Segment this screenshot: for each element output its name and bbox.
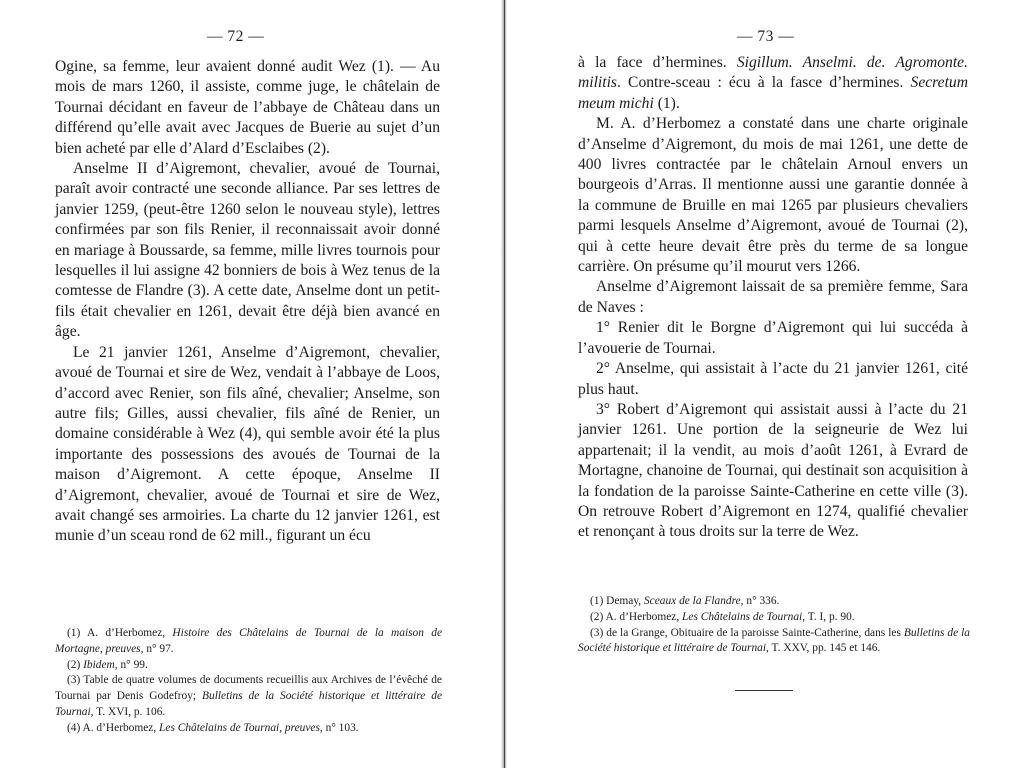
italic-text: Bulletins de la Société historique et littéraire de Tournai bbox=[578, 626, 970, 655]
list-item bbox=[578, 400, 968, 543]
footnote bbox=[578, 626, 970, 658]
paragraph bbox=[578, 277, 968, 318]
text-run: 3° Robert d’Aigremont qui assistait aussi à l’acte du 21 janvier 1261. Une portion de la seigneurie de Wez lui appartenait; il la vendit, au mois d’août 1261, à Evrard de Mortagne, chanoine de Tournai, qui destinait son acquisition à la fondation de la paroisse Sainte-Catherine en cette ville (3). On retrouve Robert d’Aigremont en 1274, qualifié chevalier et renonçant à tous droits sur la terre de Wez. bbox=[578, 400, 968, 541]
text-run: . Contre-sceau : écu à la fasce d’hermines. bbox=[617, 74, 911, 92]
list-item bbox=[578, 318, 968, 359]
page-number: — 73 — bbox=[737, 28, 795, 45]
text-run: (4) A. d’Herbomez, bbox=[67, 721, 160, 734]
italic-text: Ibidem bbox=[83, 658, 115, 671]
text-run: à la face d’hermines. bbox=[578, 54, 737, 71]
text-run: (1) A. d’Herbomez, bbox=[67, 627, 173, 639]
text-run: , n° 336. bbox=[740, 595, 780, 607]
text-run: , n° 103. bbox=[319, 721, 359, 734]
text-run: M. A. d’Herbomez a constaté dans une charte originale d’Anselme d’Aigremont, du mois de mai 1261, une dette de 400 livres contractée par le châtelain Arnoul envers un bourgeois d’Arras. Il mentionne aussi une garantie donnée à la commune de Bruille en mai 1265 par plusieurs chevaliers parmi lesquels Anselme d’Aigremont, avoué de Tournai (2), qui à cette heure devait être près du terme de sa longue carrière. On présume qu’il mourut vers 1266. bbox=[578, 115, 968, 276]
text-run: (2) bbox=[67, 658, 84, 671]
text-run: Le 21 janvier 1261, Anselme d’Aigremont, chevalier, avoué de Tournai et sire de Wez, vendait à l’abbaye de Loos, d’accord avec Renier, son fils aîné, chevalier; Anselme, son autre fils; Gilles, aussi chevalier, fils aîné de Renier, un domaine considérable à Wez (4), qui semble avoir été la plus importante des possessions des avoués de Tournai de la maison d’Aigremont. A cette époque, Anselme II d’Aigremont, chevalier, avoué de Tournai et sire de Wez, avait changé ses armoiries. La charte du 12 janvier 1261, est munie d’un sceau rond de 62 mill., figurant un écu bbox=[55, 343, 440, 545]
body-text bbox=[578, 53, 968, 543]
italic-text: Les Châtelains de Tournai, preuves bbox=[159, 721, 320, 734]
text-run: , T. I, p. 90. bbox=[802, 610, 855, 623]
footnote bbox=[578, 594, 970, 610]
book-gutter bbox=[501, 0, 507, 768]
italic-text: Sigillum. Anselmi. de. Agromonte. militis bbox=[578, 54, 968, 92]
footnote bbox=[55, 658, 442, 674]
text-run: (1) Demay, bbox=[590, 595, 644, 607]
text-run: (3) Table de quatre volumes de documents recueillis aux Archives de l’évêché de Tournai par Denis Godefroy; bbox=[55, 674, 442, 703]
italic-text: Histoire des Châtelains de Tournai de la maison de Mortagne, preuves bbox=[55, 627, 442, 655]
footnotes bbox=[55, 626, 442, 737]
text-run: Anselme II d’Aigremont, chevalier, avoué de Tournai, paraît avoir contracté une seconde alliance. Par ses lettres de janvier 1259, (peut-être 1260 selon le nouveau style), lettres confirmées par son fils Renier, il reconnaissait avoir donné en mariage à Boussarde, sa femme, mille livres tournois pour lesquelles il lui assigne 42 bonniers de bois à Wez tenus de la comtesse de Flandre (3). A cette date, Anselme dont un petit-fils était chevalier en 1261, devait être déjà bien avancé en âge. bbox=[55, 160, 440, 341]
text-run: , T. XVI, p. 106. bbox=[90, 705, 166, 718]
page-number: — 72 — bbox=[207, 28, 265, 45]
paragraph bbox=[55, 57, 440, 159]
italic-text: Sceaux de la Flandre bbox=[643, 595, 741, 607]
text-run: (2) A. d’Herbomez, bbox=[590, 610, 683, 623]
footnote bbox=[55, 721, 442, 737]
text-run: Ogine, sa femme, leur avaient donné audit Wez (1). — Au mois de mars 1260, il assiste, comme juge, le châtelain de Tournai décidant en faveur de l’abbaye de Château dans un différend qu’elle avait avec Jacques de Buerie au sujet d’un bien acheté par elle d’Alard d’Esclaibes (2). bbox=[55, 58, 440, 157]
text-run: (3) de la Grange, Obituaire de la paroisse Sainte-Catherine, dans les bbox=[590, 626, 904, 639]
left-page bbox=[0, 0, 500, 768]
text-run: 1° Renier dit le Borgne d’Aigremont qui lui succéda à l’avouerie de Tournai. bbox=[578, 319, 968, 357]
right-page bbox=[508, 0, 1013, 768]
paragraph bbox=[55, 159, 440, 343]
paragraph bbox=[578, 53, 968, 114]
text-run: 2° Anselme, qui assistait à l’acte du 21 janvier 1261, cité plus haut. bbox=[578, 360, 968, 398]
footnotes bbox=[578, 594, 970, 657]
italic-text: Bulletins de la Société historique et littéraire de Tournai bbox=[55, 690, 443, 718]
paragraph bbox=[55, 343, 440, 547]
italic-text: Les Châtelains de Tournai bbox=[682, 610, 803, 623]
body-text bbox=[55, 57, 440, 547]
text-run: , n° 99. bbox=[114, 658, 148, 671]
text-run: Anselme d’Aigremont laissait de sa première femme, Sara de Naves : bbox=[578, 278, 968, 316]
paragraph bbox=[578, 114, 968, 277]
text-run: , n° 97. bbox=[140, 642, 174, 655]
text-run: (1). bbox=[653, 94, 680, 112]
footnote bbox=[55, 626, 442, 658]
footnote bbox=[55, 673, 442, 720]
text-run: , T. XXV, pp. 145 et 146. bbox=[766, 642, 881, 655]
footnote bbox=[578, 610, 970, 626]
end-rule bbox=[735, 690, 793, 691]
italic-text: Secretum meum michi bbox=[578, 74, 968, 112]
list-item bbox=[578, 359, 968, 400]
